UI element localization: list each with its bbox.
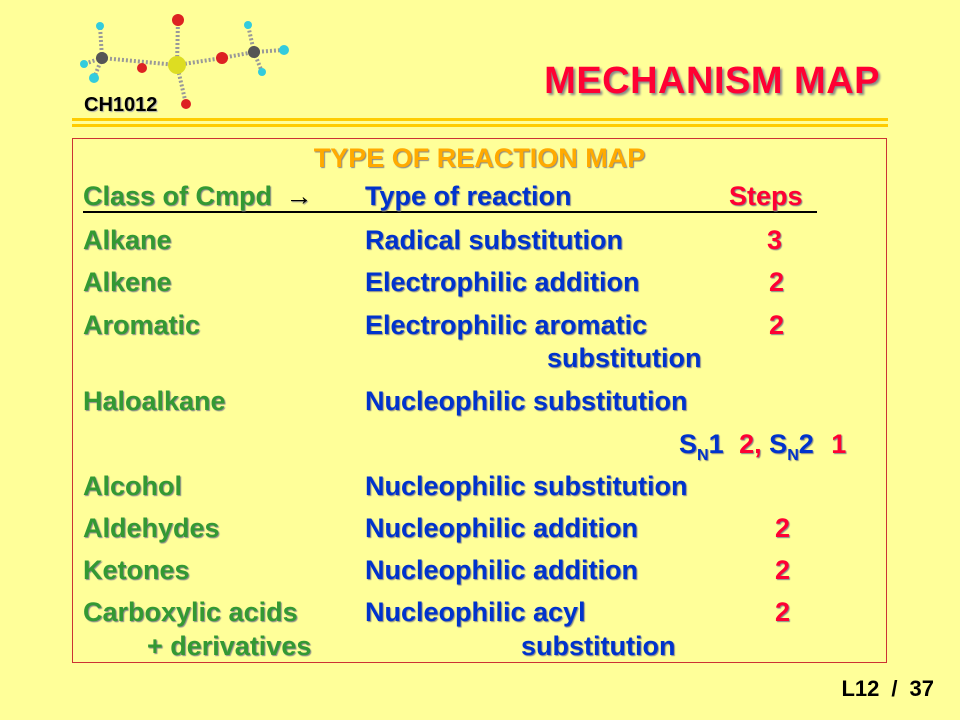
row-steps: 2	[769, 267, 785, 297]
footer-separator: /	[891, 676, 898, 701]
row-type: Nucleophilic acyl	[365, 597, 586, 627]
row-type: Electrophilic aromatic	[365, 310, 648, 340]
row-class: Alkene	[83, 267, 172, 297]
row-type: Nucleophilic addition	[365, 555, 639, 585]
reaction-map-panel	[72, 138, 887, 663]
row-class: Alkane	[83, 225, 172, 255]
column-header-type: Type of reaction	[365, 181, 572, 211]
row-type-continued: substitution	[521, 631, 676, 661]
row-class: Ketones	[83, 555, 190, 585]
row-class: Aldehydes	[83, 513, 220, 543]
sn-mechanism-steps: $S_N1$ 2, $S_N2$ 1	[679, 429, 847, 464]
row-type: Nucleophilic substitution	[365, 471, 688, 501]
row-class: Aromatic	[83, 310, 201, 340]
row-type: Nucleophilic substitution	[365, 386, 688, 416]
row-steps: 2	[775, 597, 791, 627]
page-number: 37	[909, 676, 934, 701]
row-steps: 3	[767, 225, 783, 255]
row-class: Alcohol	[83, 471, 182, 501]
title-divider	[72, 118, 888, 130]
row-class: Carboxylic acids	[83, 597, 298, 627]
row-type-continued: substitution	[547, 343, 702, 373]
slide-number	[835, 676, 940, 702]
row-class-continued: + derivatives	[147, 631, 312, 661]
column-header-steps: Steps	[729, 181, 803, 211]
row-steps: 2	[775, 513, 791, 543]
panel-subtitle: TYPE OF REACTION MAP	[313, 143, 646, 173]
column-header-class: Class of Cmpd →	[83, 181, 313, 211]
row-type: Radical substitution	[365, 225, 624, 255]
row-type: Nucleophilic addition	[365, 513, 639, 543]
course-code: CH1012	[84, 94, 158, 116]
row-steps: 2	[769, 310, 785, 340]
row-class: Haloalkane	[83, 386, 226, 416]
arrow-icon: →	[285, 181, 313, 211]
lecture-number: L12	[841, 676, 880, 701]
page-title: MECHANISM MAP	[544, 60, 880, 102]
row-type: Electrophilic addition	[365, 267, 640, 297]
row-steps: 2	[775, 555, 791, 585]
